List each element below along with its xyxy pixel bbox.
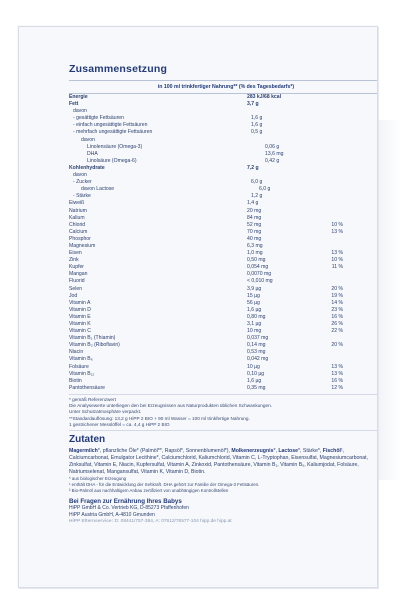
- contact-line: HiPP Austria GmbH, A-4810 Gmunden: [69, 511, 155, 518]
- nutrient-percent: [303, 349, 343, 356]
- ingredient-text: *, Sonnenblumenöl: [180, 447, 225, 454]
- nutrient-value: 1,4 g: [247, 200, 259, 207]
- ingredient-footnote: ¹ enthält DHA - für die Entwicklung der Sehkraft. DHA gehört zur Familie der Omega-3 Fettsäuren.: [69, 481, 260, 487]
- nutrient-label: davon Lactose: [81, 186, 115, 193]
- nutrition-row: [69, 186, 378, 193]
- nutrition-row: [69, 193, 378, 200]
- nutrient-label: Eiweiß: [69, 200, 85, 207]
- nutrient-percent: [303, 278, 343, 285]
- nutrient-percent: 19 %: [331, 292, 343, 299]
- nutrition-row: [69, 385, 378, 392]
- nutrient-value: 0,10 µg: [247, 370, 265, 377]
- nutrient-label: - mehrfach ungesättigte Fettsäuren: [73, 129, 153, 136]
- nutrition-row: [69, 250, 378, 257]
- ingredient-allergen: Molkenerzeugnis: [231, 447, 274, 454]
- nutrient-label: Pantothensäure: [69, 384, 105, 391]
- nutrient-percent: 16 %: [331, 377, 343, 384]
- nutrition-row: [69, 349, 378, 356]
- nutrient-value: 283 kJ/68 kcal: [247, 94, 281, 100]
- nutrition-row: [69, 264, 378, 271]
- nutrient-label: Chlorid: [69, 221, 86, 228]
- nutrient-value: 0,80 mg: [247, 313, 266, 320]
- ingredient-allergen: Magermilch: [69, 447, 98, 454]
- contact-address: [69, 505, 378, 518]
- nutrition-row: [69, 364, 378, 371]
- nutrition-row: [69, 257, 378, 264]
- nutrient-value: 0,50 mg: [247, 257, 266, 264]
- nutrient-percent: [321, 151, 361, 158]
- nutrient-percent: [303, 208, 343, 215]
- nutrition-row: [69, 236, 378, 243]
- nutrient-label: Eisen: [69, 250, 82, 257]
- nutrition-row: [69, 165, 378, 172]
- nutrient-value: 1,0 mg: [247, 250, 263, 257]
- nutrient-label: Vitamin B₁ (Thiamin): [69, 335, 116, 342]
- nutrient-percent: [303, 243, 343, 250]
- nutrient-label: Fett: [69, 101, 79, 108]
- nutrient-percent: 14 %: [331, 299, 343, 306]
- nutrition-row: [69, 300, 378, 307]
- nutrient-label: - Stärke: [73, 193, 91, 200]
- service-label: HiPP Elternservice:: [69, 519, 114, 525]
- nutrient-label: Energie: [69, 94, 88, 100]
- nutrient-percent: 22 %: [331, 328, 343, 335]
- nutrient-value: 1,6 g: [251, 122, 263, 129]
- note-line: * gemäß Referenzwert: [69, 396, 116, 402]
- nutrition-row: [69, 108, 378, 115]
- ingredient-text: *,: [273, 447, 279, 454]
- nutrient-percent: [307, 115, 347, 122]
- note-line: Unter Schutzatmosphäre verpackt.: [69, 409, 142, 415]
- nutrient-percent: [307, 172, 347, 179]
- nutrient-label: Vitamin A: [69, 299, 91, 306]
- nutrition-row: [69, 307, 378, 314]
- nutrient-percent: [307, 129, 347, 136]
- ingredient-allergen: Fischöl: [322, 447, 341, 454]
- nutrient-percent: [307, 108, 347, 115]
- nutrition-row: [69, 293, 378, 300]
- nutrient-percent: 13 %: [331, 250, 343, 257]
- nutrient-label: Vitamin E: [69, 313, 91, 320]
- nutrient-value: 1,6 µg: [247, 377, 262, 384]
- note-line: **Standardauflösung: 13,2 g HiPP 2 BIO + 90 ml Wasser = 100 ml trinkfertige Nahrung.: [69, 415, 250, 421]
- nutrition-row: [69, 278, 378, 285]
- nutrient-label: Vitamin B₁₂: [69, 370, 95, 377]
- parent-service-line: [69, 519, 378, 524]
- nutrient-label: Calcium: [69, 228, 88, 235]
- nutrition-row: [69, 115, 378, 122]
- nutrition-row: [69, 378, 378, 385]
- nutrient-percent: 13 %: [331, 228, 343, 235]
- ingredient-text: **: [157, 447, 162, 454]
- nutrient-value: 1,2 g: [251, 193, 263, 200]
- nutrient-label: davon: [73, 172, 87, 179]
- nutrient-label: Jod: [69, 292, 78, 299]
- nutrient-label: Kalium: [69, 214, 85, 221]
- package-side-fold: [376, 120, 400, 480]
- nutrient-percent: 13 %: [331, 370, 343, 377]
- nutrient-value: 0,042 mg: [247, 356, 269, 363]
- nutrient-value: 0,5 g: [251, 129, 263, 136]
- nutrient-label: Niacin: [69, 349, 84, 356]
- nutrient-percent: [303, 215, 343, 222]
- section-title-composition: Zusammensetzung: [69, 63, 168, 75]
- nutrient-percent: [307, 122, 347, 129]
- ingredient-text: ¹, Calciumcarbonat, Emulgator Lecithine*, Calciumchlorid, Kaliumchlorid, Vitamin C, L-Tryptophan, Eisensulfat, Magnesiumcarbonat, Zinksulfat, Vitamin E, Niacin, Kupfersulfat, Vitamin A, Zinkoxid, Pantothensäure, Vitamin B₁, Vitamin B₆, Kaliumjodat, Folsäure, Natriumselenat, Mangansulfat, Vitamin K, Vitamin D, Biotin.: [69, 447, 368, 475]
- ingredient-text: , Rapsöl: [161, 447, 181, 454]
- nutrient-label: Vitamin B₂ (Riboflavin): [69, 342, 120, 349]
- nutrient-percent: 13 %: [331, 363, 343, 370]
- nutrient-value: 0,35 mg: [247, 384, 266, 391]
- nutrient-value: 3,7 g: [247, 101, 259, 108]
- ingredient-text: *),: [224, 447, 232, 454]
- nutrition-row: [69, 229, 378, 236]
- nutrition-row: [69, 371, 378, 378]
- nutrient-percent: [321, 158, 361, 165]
- nutrient-label: Kupfer: [69, 264, 85, 271]
- section-title-ingredients: Zutaten: [69, 433, 106, 445]
- nutrient-value: 10 µg: [247, 363, 260, 370]
- nutrition-row: [69, 179, 378, 186]
- nutrient-percent: 26 %: [331, 321, 343, 327]
- nutrition-row: [69, 94, 378, 101]
- nutrition-row: [69, 208, 378, 215]
- nutrient-label: Vitamin D: [69, 306, 91, 313]
- nutrient-label: Folsäure: [69, 363, 89, 370]
- nutrient-percent: [303, 165, 343, 172]
- nutrition-row: [69, 356, 378, 363]
- nutrient-value: 13,6 mg: [265, 150, 284, 157]
- nutrition-row: [69, 342, 378, 349]
- nutrient-label: Biotin: [69, 377, 82, 384]
- nutrient-label: Linolsäure (Omega-6): [87, 157, 137, 164]
- label-content: [69, 63, 378, 524]
- nutrient-label: Selen: [69, 285, 83, 292]
- nutrient-label: Fluorid: [69, 278, 85, 285]
- ingredients-text: [69, 448, 378, 476]
- nutrient-label: Magnesium: [69, 242, 96, 249]
- nutrient-value: 7,2 g: [247, 164, 259, 171]
- nutrition-row: [69, 271, 378, 278]
- service-website: hipp.de hipp.at: [200, 519, 232, 525]
- nutrient-percent: 11 %: [331, 264, 343, 271]
- nutrient-value: 6,3 mg: [247, 242, 263, 249]
- nutrient-percent: [315, 137, 355, 144]
- nutrient-label: Phosphor: [69, 235, 91, 242]
- nutrient-value: 6,0 g: [259, 186, 271, 193]
- nutrient-percent: 23 %: [331, 306, 343, 313]
- contact-title: Bei Fragen zur Ernährung Ihres Babys: [69, 498, 182, 506]
- contact-line: HiPP GmbH & Co. Vertrieb KG, D-85273 Pfaffenhofen: [69, 505, 189, 512]
- nutrition-row: [69, 151, 378, 158]
- ingredients-rule: [69, 430, 378, 431]
- nutrition-row: [69, 222, 378, 229]
- nutrient-label: davon: [81, 136, 95, 143]
- nutrient-percent: 10 %: [331, 221, 343, 228]
- nutrition-row: [69, 137, 378, 144]
- nutrition-row: [69, 321, 378, 328]
- note-line: Die Analysewerte unterliegen den bei Erzeugnissen aus Naturprodukten üblichen Schwankungen.: [69, 403, 272, 409]
- nutrient-value: 15 µg: [247, 292, 260, 299]
- nutrition-row: [69, 122, 378, 129]
- nutrition-row: [69, 314, 378, 321]
- nutrient-percent: 10 %: [331, 257, 343, 264]
- ingredient-allergen: Lactose: [278, 447, 298, 454]
- nutrient-value: 0,42 g: [265, 157, 280, 164]
- nutrient-percent: [303, 271, 343, 278]
- nutrient-percent: 16 %: [331, 313, 343, 320]
- nutrition-row: [69, 158, 378, 165]
- nutrient-label: - einfach ungesättigte Fettsäuren: [73, 122, 148, 129]
- nutrient-label: Vitamin B₆: [69, 356, 93, 363]
- ingredient-text: *, pflanzliche Öle* (Palmöl: [97, 447, 158, 454]
- nutrition-row: [69, 172, 378, 179]
- nutrition-row: [69, 335, 378, 342]
- nutrient-percent: [303, 200, 343, 207]
- nutrient-value: 0,0070 mg: [247, 271, 272, 278]
- nutrient-label: Kohlenhydrate: [69, 164, 105, 171]
- nutrient-value: [251, 172, 307, 179]
- ingredient-footnotes: [69, 476, 378, 493]
- nutrient-label: Vitamin K: [69, 321, 91, 327]
- nutrient-percent: [321, 144, 361, 151]
- nutrient-label: - gesättigte Fettsäuren: [73, 115, 124, 122]
- nutrient-value: 20 mg: [247, 207, 262, 214]
- nutrient-label: DHA: [87, 150, 98, 157]
- note-line: 1 gestrichener Messlöffel = ca. 4,4 g HiPP 2 BIO: [69, 421, 170, 427]
- nutrient-value: 6,0 g: [251, 179, 263, 186]
- nutrition-header: in 100 ml trinkfertiger Nahrung** (% des Tagesbedarfs*): [157, 84, 295, 90]
- nutrient-label: Linolensäure (Omega-3): [87, 143, 143, 150]
- nutrient-value: 3,9 µg: [247, 285, 262, 292]
- notes-rule: [69, 394, 378, 395]
- nutrient-label: davon: [73, 108, 87, 115]
- nutrition-row: [69, 243, 378, 250]
- nutrient-label: - Zucker: [73, 179, 92, 186]
- nutrient-label: Mangan: [69, 271, 88, 278]
- nutrition-row: [69, 286, 378, 293]
- nutrient-value: [251, 108, 307, 115]
- ingredient-footnote: * aus biologischer Erzeugung: [69, 475, 127, 481]
- nutrient-percent: 20 %: [331, 285, 343, 292]
- nutrient-label: Zink: [69, 257, 79, 264]
- nutrition-row: [69, 101, 378, 108]
- nutrient-value: 10 mg: [247, 328, 262, 335]
- nutrition-row: [69, 328, 378, 335]
- nutrient-value: 0,14 mg: [247, 342, 266, 349]
- nutrient-percent: [315, 186, 355, 193]
- nutrient-value: 1,6 µg: [247, 306, 262, 313]
- nutrient-percent: 20 %: [331, 342, 343, 349]
- ingredient-text: *, Stärke*,: [297, 447, 323, 454]
- nutrient-value: 0,037 mg: [247, 335, 269, 342]
- nutrition-row: [69, 129, 378, 136]
- nutrient-percent: [303, 335, 343, 342]
- nutrient-value: 40 mg: [247, 235, 262, 242]
- nutrient-percent: [307, 193, 347, 200]
- nutrient-label: Natrium: [69, 207, 87, 214]
- service-phone: D: 08441/757-384, A: 07612/76577-104: [114, 519, 199, 525]
- nutrient-value: [259, 137, 315, 144]
- nutrition-row: [69, 215, 378, 222]
- nutrient-percent: [303, 236, 343, 243]
- nutrient-value: < 0,010 mg: [247, 278, 273, 285]
- nutrient-value: 0,53 mg: [247, 349, 266, 356]
- nutrition-row: [69, 200, 378, 207]
- package-panel: [18, 26, 378, 588]
- nutrition-table: [69, 94, 378, 392]
- nutrient-value: 84 mg: [247, 214, 262, 221]
- nutrient-value: 1,6 g: [251, 115, 263, 122]
- nutrient-percent: [303, 94, 343, 101]
- nutrition-row: [69, 144, 378, 151]
- nutrient-value: 0,054 mg: [247, 264, 269, 271]
- nutrient-percent: 12 %: [331, 384, 343, 391]
- nutrient-value: 70 mg: [247, 228, 262, 235]
- nutrient-value: 0,06 g: [265, 143, 280, 150]
- nutrient-percent: [303, 101, 343, 108]
- nutrient-value: 52 mg: [247, 221, 262, 228]
- ingredient-footnote: ² Bio-Palmöl aus nachhaltigem Anbau zertifiziert von unabhängigen Kontrollstellen: [69, 487, 229, 493]
- nutrient-value: 3,1 µg: [247, 321, 262, 327]
- nutrient-label: Vitamin C: [69, 328, 91, 335]
- nutrient-percent: [307, 179, 347, 186]
- nutrient-percent: [303, 356, 343, 363]
- nutrient-value: 56 µg: [247, 299, 260, 306]
- nutrition-notes: [69, 397, 378, 428]
